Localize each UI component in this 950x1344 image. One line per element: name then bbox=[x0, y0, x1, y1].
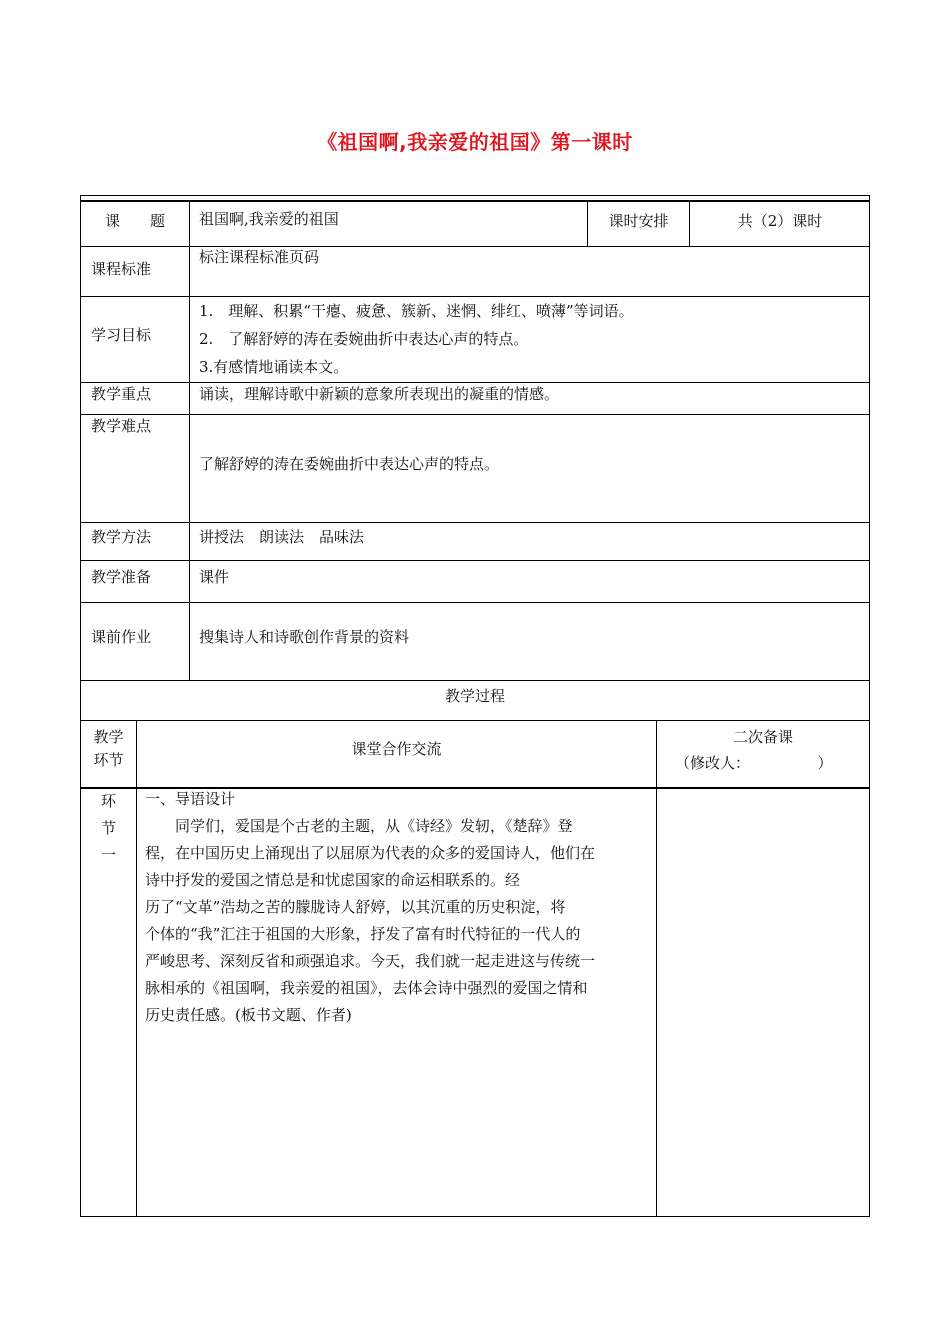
stage-label bbox=[81, 788, 136, 869]
method-label: 教学方法 bbox=[91, 528, 152, 546]
stage-column-header bbox=[81, 726, 136, 772]
row-divider bbox=[81, 602, 869, 603]
goal-item: 3.有感情地诵读本文。 bbox=[199, 358, 349, 376]
row-divider bbox=[81, 720, 869, 721]
paragraph-line: 诗中抒发的爱国之情总是和忧虑国家的命运相联系的。经 bbox=[145, 871, 521, 889]
process-heading: 教学过程 bbox=[444, 687, 505, 705]
stage-char: 环 bbox=[100, 792, 116, 810]
difficulty-value: 了解舒婷的涛在委婉曲折中表达心声的特点。 bbox=[199, 455, 500, 473]
topic-value: 祖国啊,我亲爱的祖国 bbox=[199, 210, 339, 228]
row-divider bbox=[81, 522, 869, 523]
paragraph-line: 程，在中国历史上涌现出了以屈原为代表的众多的爱国诗人，他们在 bbox=[145, 844, 596, 862]
standard-label: 课程标准 bbox=[91, 260, 152, 278]
goal-item: 2. 了解舒婷的涛在委婉曲折中表达心声的特点。 bbox=[199, 330, 529, 348]
section-title: 一、导语设计 bbox=[145, 790, 236, 808]
lesson-plan-table bbox=[80, 195, 870, 1217]
revision-header-editor: （修改人： ） bbox=[675, 754, 833, 772]
standard-value: 标注课程标准页码 bbox=[199, 248, 320, 266]
table-top-rule bbox=[81, 200, 869, 202]
paragraph-line: 个体的“我”汇注于祖国的大形象，抒发了富有时代特征的一代人的 bbox=[145, 925, 581, 943]
row-divider bbox=[81, 414, 869, 415]
preparation-label: 教学准备 bbox=[91, 568, 152, 586]
key-point-value: 诵读，理解诗歌中新颖的意象所表现出的凝重的情感。 bbox=[199, 385, 560, 403]
stage-header-line: 教学 bbox=[93, 728, 124, 746]
paragraph-line: 脉相承的《祖国啊，我亲爱的祖国》，去体会诗中强烈的爱国之情和 bbox=[145, 979, 588, 997]
paragraph-line: 历史责任感。(板书文题、作者) bbox=[145, 1006, 352, 1024]
stage-header-line: 环节 bbox=[93, 751, 124, 769]
goals-list bbox=[199, 297, 859, 381]
row-divider bbox=[81, 680, 869, 681]
paragraph-line: 严峻思考、深刻反省和顽强追求。今天，我们就一起走进这与传统一 bbox=[145, 952, 596, 970]
homework-label: 课前作业 bbox=[91, 628, 152, 646]
stage-char: 节 bbox=[100, 819, 116, 837]
row-divider bbox=[81, 560, 869, 561]
homework-value: 搜集诗人和诗歌创作背景的资料 bbox=[199, 628, 410, 646]
paragraph-line: 同学们，爱国是个古老的主题，从《诗经》发轫，《楚辞》登 bbox=[145, 817, 573, 835]
method-value: 讲授法 朗读法 品味法 bbox=[199, 528, 365, 546]
revision-column-divider bbox=[656, 720, 657, 1217]
schedule-label: 课时安排 bbox=[608, 212, 669, 230]
key-point-label: 教学重点 bbox=[91, 385, 152, 403]
goals-label: 学习目标 bbox=[91, 326, 152, 344]
paragraph-line: 历了“文革”浩劫之苦的朦胧诗人舒婷，以其沉重的历史积淀，将 bbox=[145, 898, 566, 916]
activity-column-header: 课堂合作交流 bbox=[351, 740, 442, 758]
lead-in-section bbox=[145, 786, 655, 1029]
goal-item: 1. 理解、积累“干瘪、疲惫、簇新、迷惘、绯红、喷薄”等词语。 bbox=[199, 302, 634, 320]
topic-label: 课 题 bbox=[104, 212, 165, 230]
preparation-value: 课件 bbox=[199, 568, 230, 586]
label-column-divider bbox=[189, 200, 190, 680]
schedule-value: 共（2）课时 bbox=[737, 212, 823, 230]
stage-char: 一 bbox=[100, 846, 116, 864]
difficulty-label: 教学难点 bbox=[91, 417, 152, 435]
stage-column-divider bbox=[136, 720, 137, 1217]
document-title: 《祖国啊,我亲爱的祖国》第一课时 bbox=[317, 130, 633, 154]
revision-column-header bbox=[657, 724, 869, 776]
revision-header-title: 二次备课 bbox=[732, 728, 793, 746]
